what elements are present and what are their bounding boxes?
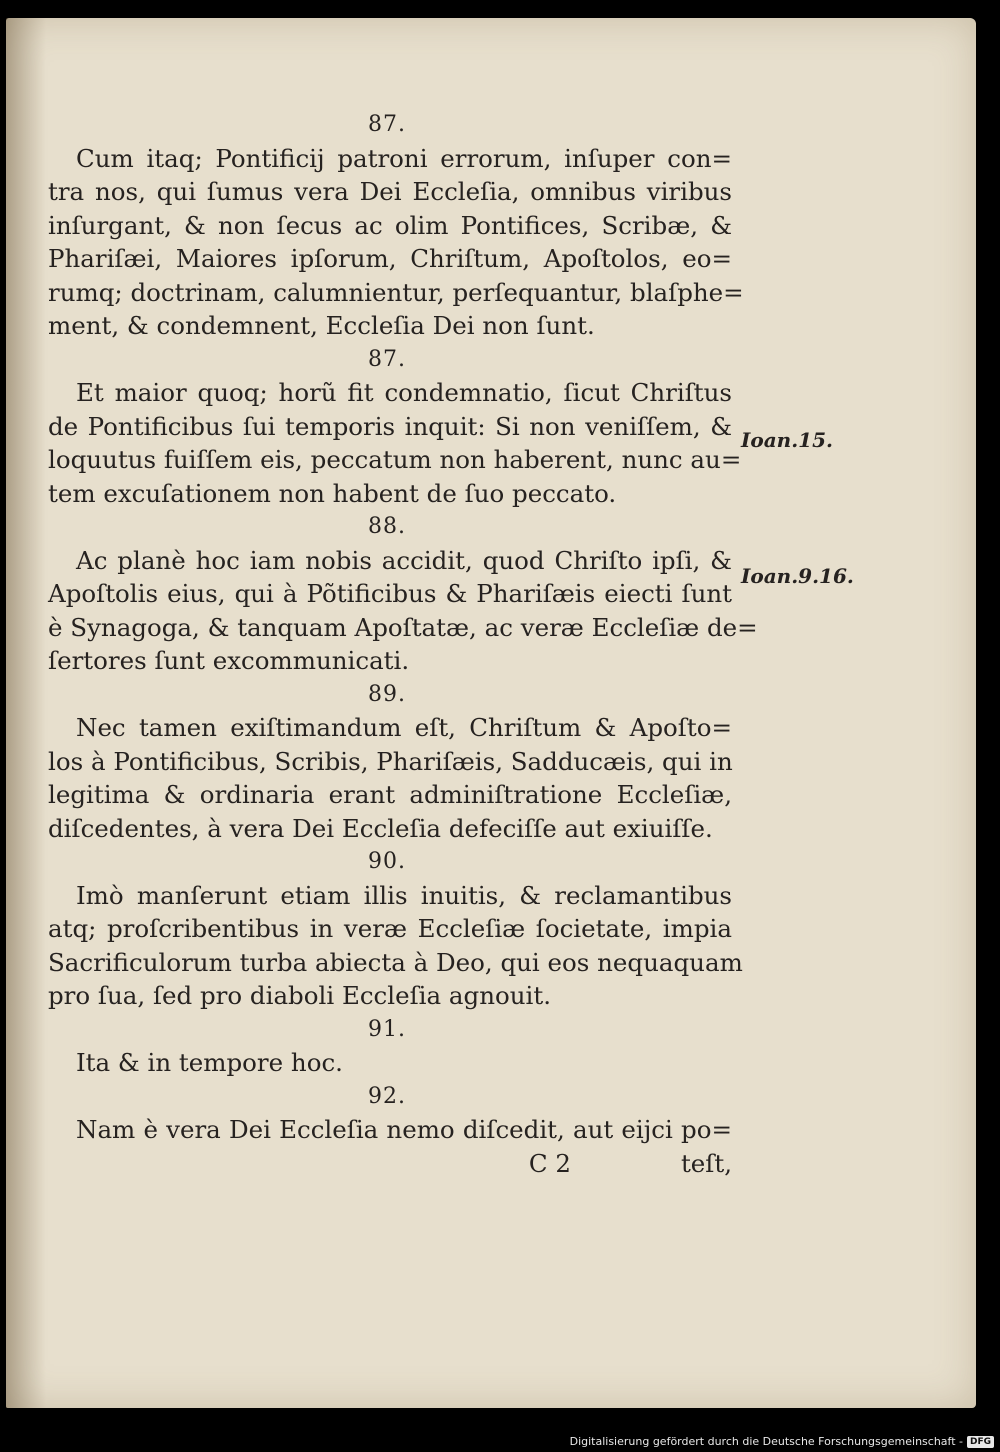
signature-catchword-line <box>42 1147 732 1181</box>
paragraph-number: 91. <box>368 1016 406 1042</box>
text-line: Nam è vera Dei Eccleſia nemo diſcedit, aut eijci po= <box>76 1115 732 1144</box>
text-line: è Synagoga, & tanquam Apoſtatæ, ac veræ Eccleſiæ de= <box>48 612 758 642</box>
text-line: atq; proſcribentibus in veræ Eccleſiæ ſocietate, impia <box>48 914 732 943</box>
text-line: pro ſua, ſed pro diaboli Eccleſia agnouit. <box>48 981 551 1010</box>
text-line: rumq; doctrinam, calumnientur, perſequantur, blaſphe= <box>48 277 744 307</box>
text-line: tra nos, qui ſumus vera Dei Eccleſia, omnibus viribus <box>48 177 732 206</box>
text-line: Et maior quoq; horũ fit condemnatio, ſicut Chriſtus <box>76 378 732 407</box>
paragraph-number: 92. <box>368 1083 406 1109</box>
text-line: ment, & condemnent, Eccleſia Dei non ſunt. <box>48 311 595 340</box>
text-line: los à Pontificibus, Scribis, Phariſæis, Sadducæis, qui in <box>48 746 733 776</box>
footer-credit-text: Digitalisierung gefördert durch die Deutsche Forschungsgemeinschaft - <box>569 1435 963 1448</box>
page-body <box>42 108 758 1180</box>
paragraph-number: 89. <box>368 681 406 707</box>
text-line: inſurgant, & non ſecus ac olim Pontifices, Scribæ, & <box>48 210 732 240</box>
text-line: legitima & ordinaria erant adminiſtratione Eccleſiæ, <box>48 780 732 809</box>
text-line: Imò manſerunt etiam illis inuitis, & reclamantibus <box>76 880 732 910</box>
book-page <box>6 18 976 1408</box>
text-line: de Pontificibus ſui temporis inquit: Si non veniſſem, & <box>48 411 732 441</box>
page-gutter-shadow <box>6 18 46 1408</box>
text-line: Apoſtolis eius, qui à Põtificibus & Phariſæis eiecti ſunt <box>48 579 732 608</box>
paragraph-number: 87. <box>368 346 406 372</box>
text-line: Cum itaq; Pontificij patroni errorum, inſuper con= <box>76 143 732 173</box>
text-line: Nec tamen exiſtimandum eſt, Chriſtum & Apoſto= <box>76 713 732 742</box>
text-line: Ac planè hoc iam nobis accidit, quod Chriſto ipſi, & <box>76 545 732 575</box>
text-line: diſcedentes, à vera Dei Eccleſia defeciſſe aut exiuiſſe. <box>48 813 713 843</box>
margin-note-ioan-9-16: Ioan.9.16. <box>741 564 854 588</box>
margin-note-ioan-15: Ioan.15. <box>741 428 833 452</box>
text-line: Phariſæi, Maiores ipſorum, Chriſtum, Apoſtolos, eo= <box>48 244 732 273</box>
text-line: Ita & in tempore hoc. <box>76 1048 343 1077</box>
paragraph-number: 90. <box>368 849 406 874</box>
paragraph-number: 87. <box>368 112 406 137</box>
paragraph-number: 88. <box>368 514 406 539</box>
text-line: loquutus fuiſſem eis, peccatum non haberent, nunc au= <box>48 445 742 474</box>
catchword: teſt, <box>680 1148 732 1178</box>
text-line: Sacrificulorum turba abiecta à Deo, qui eos nequaquam <box>48 947 743 977</box>
digitization-footer <box>570 1435 994 1448</box>
dfg-logo: DFG <box>967 1436 994 1448</box>
text-line: ſertores ſunt excommunicati. <box>48 646 410 675</box>
signature-mark: C 2 <box>528 1148 571 1178</box>
text-line: tem excuſationem non habent de ſuo peccato. <box>48 478 617 508</box>
